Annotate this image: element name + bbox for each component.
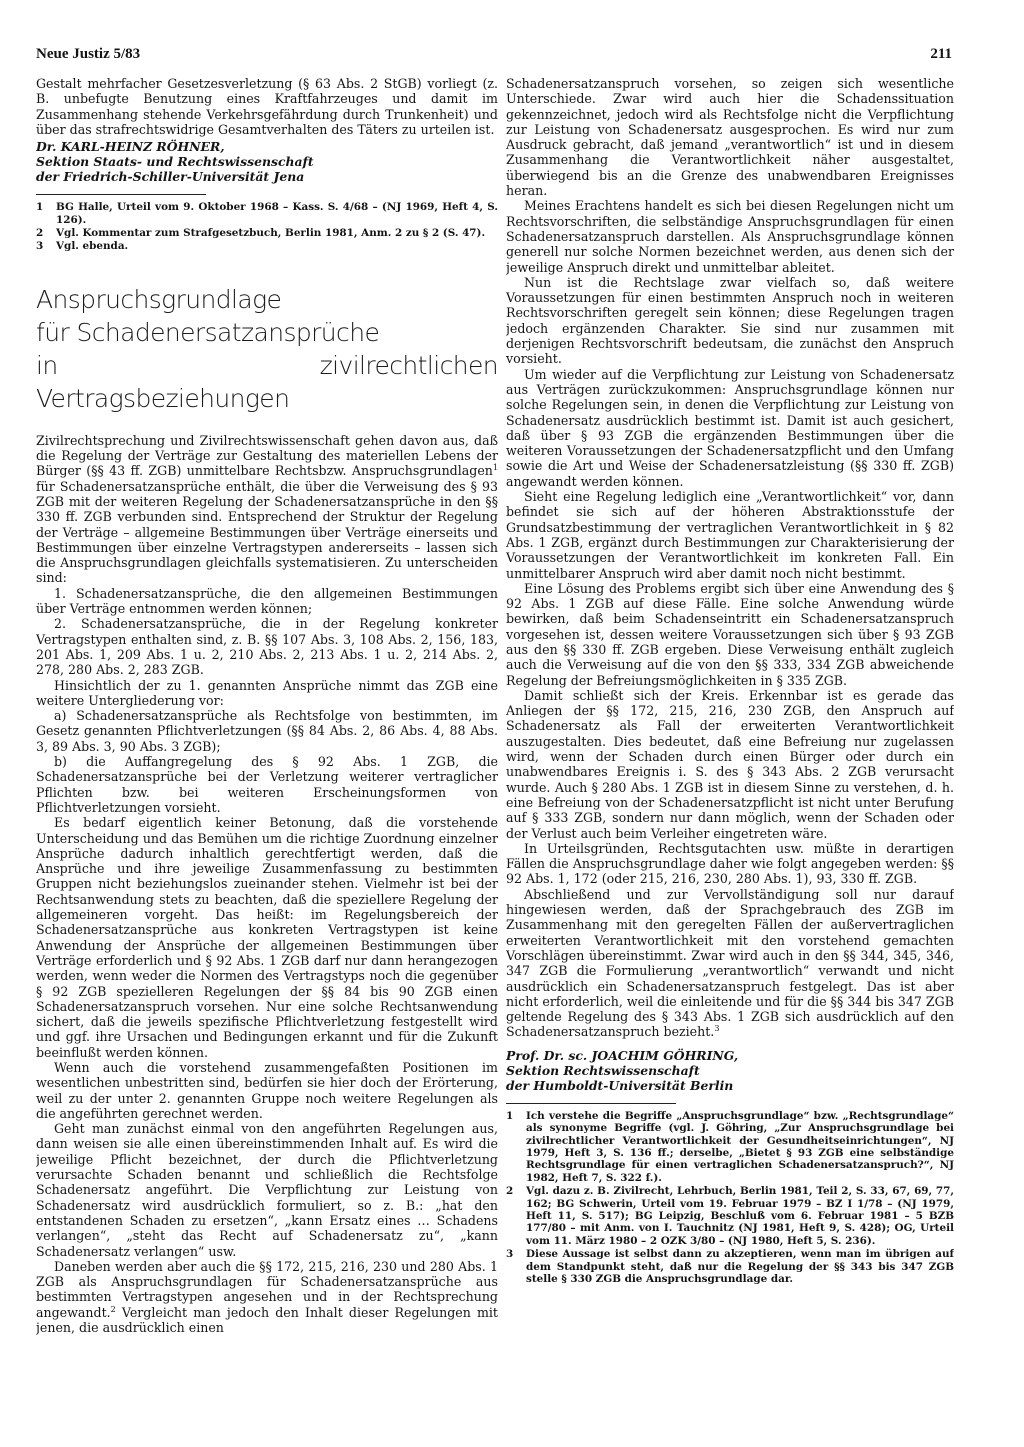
footnote: 2 Vgl. Kommentar zum Strafgesetzbuch, Berlin 1981, Anm. 2 zu § 2 (S. 47).: [36, 227, 486, 239]
body-paragraph: Es bedarf eigentlich keiner Betonung, daß die vorstehende Unterscheidung und das Bemühen um die richtige Zuordnung einzelner Ansprüche dadurch inhaltlich gerechtfertigt werden, daß die Ansprüche und ihre jeweilige Zusammenfassung zu bestimmten Gruppen nicht beziehungslos zueinander stehen. Vielmehr ist bei der Rechtsanwendung stets zu beachten, daß die speziellere Regelung der allgemeineren vorgeht. Das heißt: im Regelungsbereich der Schadenersatzansprüche aus konkreten Vertragstypen ist keine Anwendung der Ansprüche der allgemeinen Bestimmungen über Verträge erforderlich und § 92 Abs. 1 ZGB darf nur dann herangezogen werden, wenn weder die Normen des Vertragstyps noch die gegenüber § 92 ZGB spezielleren Regelungen der §§ 84 bis 90 ZGB einen Schadenersatzanspruch vorsehen. Nur eine solche Rechtsanwendung sichert, daß die jeweils spezifische Pflichtverletzung festgestellt wird und ggf. ihre Ursachen und Bedingungen erkannt und für die Zukunft beeinflußt werden können.: [36, 815, 498, 1060]
body-paragraph: Nun ist die Rechtslage zwar vielfach so, daß weitere Voraussetzungen für einen bestimmten Anspruch noch in weiteren Rechtsvorschriften geregelt sein können; diese Regelungen tragen jedoch ergänzenden Charakter. Sie sind nur zusammen mit derjenigen Rechtsvorschrift bedeutsam, die zunächst den Anspruch vorsieht.: [506, 274, 954, 367]
title-line: Anspruchsgrundlage: [36, 284, 282, 314]
footnote-divider: [506, 1103, 676, 1104]
author-affiliation: Sektion Staats- und Rechtswissenschaft: [36, 154, 314, 170]
journal-issue: Neue Justiz 5/83: [36, 46, 141, 62]
body-paragraph: Sieht eine Regelung lediglich eine „Verantwortlichkeit“ vor, dann befindet sie sich auf der höheren Abstraktionsstufe der Grundsatzbestimmung der vertraglichen Verantwortlichkeit in § 82 Abs. 1 ZGB, ergänzt durch Bestimmungen zur Charakterisierung der Voraussetzungen der Verantwortlichkeit im konkreten Fall. Ein unmittelbarer Anspruch wird aber damit noch nicht bestimmt.: [506, 489, 954, 581]
article-title: [36, 283, 498, 415]
author-affiliation: der Humboldt-Universität Berlin: [506, 1077, 734, 1093]
list-item: a) Schadenersatzansprüche als Rechtsfolge von bestimmten, im Gesetz genannten Pflichtverletzungen (§§ 84 Abs. 2, 86 Abs. 4, 88 Abs. 3, 89 Abs. 3, 90 Abs. 3 ZGB);: [36, 708, 498, 754]
body-paragraph: Wenn auch die vorstehend zusammengefaßten Positionen im wesentlichen unbestritten sind, bedürfen sie hier doch der Erörterung, weil zu der unter 2. genannten Gruppe noch weitere Regelungen als die angeführten gerechnet werden.: [36, 1059, 498, 1121]
footnote: 1 BG Halle, Urteil vom 9. Oktober 1968 – Kass. S. 4/68 – (NJ 1969, Heft 4, S. 126).: [36, 201, 498, 226]
body-paragraph: In Urteilsgründen, Rechtsgutachten usw. müßte in derartigen Fällen die Anspruchsgrundlage daher wie folgt angegeben werden: §§ 92 Abs. 1, 172 (oder 215, 216, 230, 280 Abs. 1), 93, 330 ff. ZGB.: [506, 840, 954, 887]
footnotes-1: [36, 201, 498, 253]
footnote-ref: 2: [110, 1304, 116, 1314]
author-byline-2: [506, 1048, 954, 1093]
author-name: Prof. Dr. sc. JOACHIM GÖHRING,: [506, 1047, 739, 1063]
body-paragraph: Um wieder auf die Verpflichtung zur Leistung von Schadenersatz aus Verträgen zurückzukommen: Anspruchsgrundlage können nur solche Regelungen sein, in denen die Verpflichtung zur Leistung von Schadenersatz ausdrücklich bestimmt ist. Damit ist auch gesichert, daß über § 93 ZGB die ergänzenden Bestimmungen über die weiteren Voraussetzungen der Schadenersatzpflicht und den Umfang sowie die Art und Weise der Schadenersatzleistung (§§ 330 ff. ZGB) angewandt werden können.: [506, 366, 954, 489]
footnote-ref: 1: [492, 463, 498, 473]
intro-paragraph: Gestalt mehrfacher Gesetzesverletzung (§ 63 Abs. 2 StGB) vorliegt (z. B. unbefugte Benutzung eines Kraftfahrzeuges und damit im Zusammenhang stehende Verkehrsgefährdung durch Trunkenheit) und über das strafrechtswidrige Gesamtverhalten des Täters zu urteilen ist.: [36, 76, 498, 137]
body-paragraph: Geht man zunächst einmal von den angeführten Regelungen aus, dann weisen sie alle einen übereinstimmenden Inhalt auf. Es wird die jeweilige Pflicht bezeichnet, der durch die Pflichtverletzung verursachte Schaden benannt und schließlich die Rechtsfolge Schadenersatz angeführt. Die Verpflichtung zur Leistung von Schadenersatz wird ausdrücklich formuliert, so z. B.: „hat den entstandenen Schaden zu ersetzen“, „kann Ersatz eines … Schadens verlangen“, „steht das Recht auf Schadenersatz zu“, „kann Schadenersatz verlangen“ usw.: [36, 1121, 498, 1259]
author-name: Dr. KARL-HEINZ RÖHNER,: [36, 139, 225, 155]
list-item: 2. Schadenersatzansprüche, die in der Regelung konkreter Vertragstypen enthalten sind, z. B. §§ 107 Abs. 3, 108 Abs. 2, 156, 183, 201 Abs. 1, 209 Abs. 1 u. 2, 210 Abs. 2, 213 Abs. 1 u. 2, 214 Abs. 2, 278, 280 Abs. 2, 283 ZGB.: [36, 616, 498, 678]
footnote-divider: [36, 194, 206, 195]
list-item: 1. Schadenersatzansprüche, die den allgemeinen Bestimmungen über Verträge entnommen werden können;: [36, 585, 498, 617]
page-number: 211: [930, 46, 952, 62]
page-header: [36, 46, 952, 66]
body-paragraph: Damit schließt sich der Kreis. Erkennbar ist es gerade das Anliegen der §§ 172, 215, 216, 230 ZGB, den Anspruch auf Schadenersatz als Fall der erweiterten Verantwortlichkeit auszugestalten. Dies bedeutet, daß eine Befreiung nur zugelassen wird, wenn der Schaden durch einen Bürger oder durch ein unabwendbares Ereignis i. S. des § 343 Abs. 2 ZGB verursacht wurde. Auch § 280 Abs. 1 ZGB ist in diesem Sinne zu verstehen, d. h. eine Befreiung von der Schadenersatzpflicht ist nicht unter Berufung auf § 333 ZGB, sondern nur dann möglich, wenn der Schaden oder der Verlust auch beim Verleiher eingetreten wäre.: [506, 687, 954, 841]
right-column: [506, 76, 954, 1426]
footnote: 2 Vgl. dazu z. B. Zivilrecht, Lehrbuch, Berlin 1981, Teil 2, S. 33, 67, 69, 77, 162; BG Schwerin, Urteil vom 19. Februar 1979 – BZ I 1/78 – (NJ 1979, Heft 11, S. 517); BG Leipzig, Beschluß vom 6. Februar 1981 – 5 BZB 177/80 – mit Anm. von I. Tauchnitz (NJ 1981, Heft 9, S. 428); OG, Urteil vom 11. März 1980 – 2 OZK 3/80 – (NJ 1980, Heft 5, S. 236).: [506, 1185, 954, 1247]
author-byline-1: [36, 139, 498, 184]
title-line: in zivilrechtlichen Vertragsbeziehungen: [36, 350, 498, 413]
body-paragraph: Meines Erachtens handelt es sich bei diesen Regelungen nicht um Rechtsvorschriften, die selbständige Anspruchsgrundlagen für einen Schadenersatzanspruch darstellen. Als Anspruchsgrundlage können generell nur solche Normen bezeichnet werden, aus denen sich der jeweilige Anspruch direkt und unmittelbar ableitet.: [506, 198, 954, 275]
body-paragraph: Schadenersatzanspruch vorsehen, so zeigen sich wesentliche Unterschiede. Zwar wird auch hier die Schadenssituation gekennzeichnet, jedoch wird als Rechtsfolge nicht die Verpflichtung zur Leistung von Schadenersatz ausgesprochen. Es wird nur zum Ausdruck gebracht, daß jemand „verantwortlich“ ist und in diesem Zusammenhang die Verantwortlichkeit näher ausgestaltet, überwiegend bis an die Grenze des unabwendbaren Ereignisses heran.: [506, 76, 954, 199]
body-paragraph: Zivilrechtsprechung und Zivilrechtswissenschaft gehen davon aus, daß die Regelung der Verträge zur Gestaltung des materiellen Lebens der Bürger (§§ 43 ff. ZGB) unmittelbare Rechtsbzw. Anspruchsgrundlagen$^1$ für Schadenersatzansprüche enthält, die über die Verweisung des § 93 ZGB mit der weiteren Regelung der Schadenersatzansprüche in den §§ 330 ff. ZGB verbunden sind. Entsprechend der Struktur der Regelung der Verträge – allgemeine Bestimmungen über Verträge einerseits und Bestimmungen über einzelne Vertragstypen andererseits – lassen sich die Anspruchsgrundlagen gleichfalls systematisieren. Zu unterscheiden sind:: [36, 432, 498, 586]
left-column: [36, 76, 498, 1426]
footnote: 3 Vgl. ebenda.: [36, 240, 129, 253]
title-line: für Schadenersatzansprüche: [36, 317, 380, 347]
body-paragraph: Daneben werden aber auch die §§ 172, 215, 216, 230 und 280 Abs. 1 ZGB als Anspruchsgrundlagen für Schadenersatzansprüche aus bestimmten Vertragstypen angesehen und in der Rechtsprechung angewandt.$^2$ Vergleicht man jedoch den Inhalt dieser Regelungen mit jenen, die ausdrücklich einen: [36, 1258, 498, 1336]
body-paragraph: Abschließend und zur Vervollständigung soll nur darauf hingewiesen werden, daß der Sprachgebrauch des ZGB im Zusammenhang mit den geregelten Fällen der außervertraglichen erweiterten Verantwortlichkeit mit den vorstehend gemachten Vorschlägen übereinstimmt. Zwar wird auch in den §§ 344, 345, 346, 347 ZGB die Formulierung „verantwortlich“ verwandt und nicht ausdrücklich ein Schadenersatzanspruch festgelegt. Das ist aber nicht erforderlich, weil die einleitende und für die §§ 344 bis 347 ZGB geltende Regelung des § 343 Abs. 1 ZGB sich ausdrücklich auf den Schadenersatzanspruch bezieht.$^3$: [506, 886, 954, 1040]
body-paragraph: Hinsichtlich der zu 1. genannten Ansprüche nimmt das ZGB eine weitere Untergliederung vor:: [36, 677, 498, 708]
author-affiliation: der Friedrich-Schiller-Universität Jena: [36, 169, 305, 185]
footnote-ref: 3: [714, 1024, 720, 1034]
body-paragraph: Eine Lösung des Problems ergibt sich über eine Anwendung des § 92 Abs. 1 ZGB auf diese Fälle. Eine solche Anwendung würde bewirken, daß beim Schadenseintritt ein Schadenersatzanspruch vorgesehen ist, dessen weitere Voraussetzungen sich über § 93 ZGB aus den §§ 330 ff. ZGB ergeben. Diese Verweisung enthält zugleich auch die Verweisung auf die von den §§ 333, 334 ZGB abweichende Regelung der Befreiungsmöglichkeiten in § 335 ZGB.: [506, 580, 954, 688]
footnote: 3 Diese Aussage ist selbst dann zu akzeptieren, wenn man im übrigen auf dem Standpunkt steht, daß nur die Regelung der §§ 343 bis 347 ZGB stelle § 330 ZGB die Anspruchsgrundlage dar.: [506, 1248, 954, 1285]
footnote: 1 Ich verstehe die Begriffe „Anspruchsgrundlage“ bzw. „Rechtsgrundlage“ als synonyme Begriffe (vgl. J. Göhring, „Zur Anspruchsgrundlage bei zivilrechtlicher Verantwortlichkeit der Gesundheitseinrichtungen“, NJ 1979, Heft 3, S. 136 ff.; derselbe, „Bietet § 93 ZGB eine selbständige Rechtsgrundlage für einen vertraglichen Schadenersatzanspruch?“, NJ 1982, Heft 7, S. 322 f.).: [506, 1109, 954, 1184]
list-item: b) die Auffangregelung des § 92 Abs. 1 ZGB, die Schadenersatzansprüche bei der Verletzung weiterer vertraglicher Pflichten bzw. bei weiteren Erscheinungsformen von Pflichtverletzungen vorsieht.: [36, 754, 498, 815]
footnotes-2: [506, 1110, 954, 1286]
author-affiliation: Sektion Rechtswissenschaft: [506, 1062, 700, 1078]
